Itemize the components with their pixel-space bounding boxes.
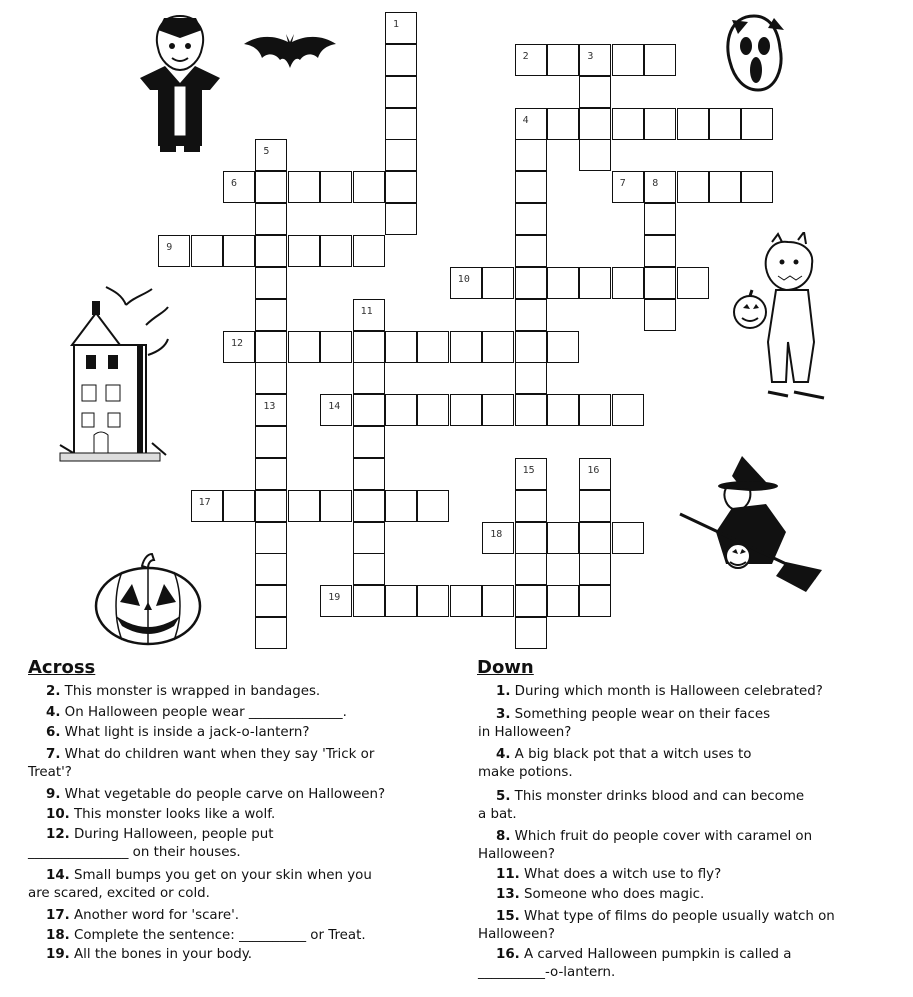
across-clue: [46, 826, 274, 843]
grid-cell[interactable]: [741, 108, 773, 140]
grid-cell[interactable]: [579, 267, 611, 299]
clue-number: 15.: [496, 909, 520, 924]
grid-cell[interactable]: [515, 299, 547, 331]
grid-cell[interactable]: [547, 522, 579, 554]
grid-number: 11: [360, 305, 373, 317]
grid-cell[interactable]: [515, 522, 547, 554]
across-clue: [46, 946, 252, 963]
grid-cell[interactable]: [579, 522, 611, 554]
grid-cell[interactable]: [255, 235, 287, 267]
grid-cell[interactable]: [353, 458, 385, 490]
grid-cell[interactable]: [223, 235, 255, 267]
clue-number: 7.: [46, 747, 61, 762]
grid-cell[interactable]: [385, 171, 417, 203]
grid-cell[interactable]: [644, 267, 676, 299]
clue-number: 16.: [496, 947, 520, 962]
grid-cell[interactable]: [255, 490, 287, 522]
clue-number: 18.: [46, 928, 70, 943]
grid-cell[interactable]: [644, 235, 676, 267]
down-clue: [496, 946, 791, 963]
across-clue: [46, 704, 347, 721]
grid-cell[interactable]: [741, 171, 773, 203]
down-clue: [496, 706, 770, 723]
grid-cell[interactable]: [709, 171, 741, 203]
grid-cell[interactable]: [353, 553, 385, 585]
clue-text: in Halloween?: [478, 725, 572, 740]
clue-text: This monster looks like a wolf.: [74, 807, 276, 822]
grid-cell[interactable]: [223, 490, 255, 522]
grid-cell[interactable]: [385, 44, 417, 76]
clue-number: 14.: [46, 868, 70, 883]
down-clue: [496, 788, 804, 805]
grid-cell[interactable]: [353, 585, 385, 617]
grid-cell[interactable]: [288, 235, 320, 267]
grid-cell[interactable]: [709, 108, 741, 140]
grid-number: 18: [490, 528, 503, 540]
grid-cell[interactable]: [353, 171, 385, 203]
grid-cell[interactable]: [612, 108, 644, 140]
vampire-illustration: [130, 8, 230, 158]
down-clue: [496, 886, 704, 903]
grid-cell[interactable]: [579, 44, 611, 76]
grid-cell[interactable]: [288, 171, 320, 203]
grid-cell[interactable]: [579, 490, 611, 522]
haunted-house-illustration: [56, 285, 171, 465]
grid-cell[interactable]: [417, 394, 449, 426]
clue-number: 11.: [496, 867, 520, 882]
grid-cell[interactable]: [515, 108, 547, 140]
down-heading: Down: [477, 657, 534, 678]
grid-cell[interactable]: [255, 617, 287, 649]
grid-cell[interactable]: [677, 108, 709, 140]
clue-text: What type of films do people usually watch on: [524, 909, 835, 924]
down-clue: [478, 846, 555, 863]
grid-cell[interactable]: [385, 490, 417, 522]
down-clue: [478, 926, 555, 943]
down-clue: [478, 724, 571, 741]
grid-cell[interactable]: [547, 331, 579, 363]
grid-cell[interactable]: [515, 553, 547, 585]
grid-cell[interactable]: [255, 426, 287, 458]
grid-cell[interactable]: [612, 171, 644, 203]
grid-number: 9: [166, 241, 173, 253]
grid-number: 16: [587, 464, 600, 476]
down-clue: [496, 746, 751, 763]
grid-cell[interactable]: [644, 203, 676, 235]
grid-cell[interactable]: [482, 267, 514, 299]
across-clue: [46, 806, 275, 823]
grid-cell[interactable]: [644, 171, 676, 203]
grid-number: 17: [198, 496, 211, 508]
grid-cell[interactable]: [288, 490, 320, 522]
grid-cell[interactable]: [320, 331, 352, 363]
across-clue: [46, 683, 320, 700]
clue-text: are scared, excited or cold.: [28, 886, 210, 901]
grid-cell[interactable]: [579, 585, 611, 617]
grid-number: 19: [328, 592, 341, 604]
grid-cell[interactable]: [223, 171, 255, 203]
grid-cell[interactable]: [320, 171, 352, 203]
grid-cell[interactable]: [547, 108, 579, 140]
down-clue: [496, 866, 721, 883]
grid-cell[interactable]: [482, 394, 514, 426]
clue-text: Small bumps you get on your skin when you: [74, 868, 372, 883]
down-clue: [478, 764, 573, 781]
grid-cell[interactable]: [353, 522, 385, 554]
grid-cell[interactable]: [515, 617, 547, 649]
down-clue: [496, 908, 835, 925]
grid-cell[interactable]: [255, 203, 287, 235]
grid-cell[interactable]: [677, 267, 709, 299]
grid-number: 13: [263, 401, 276, 413]
grid-cell[interactable]: [385, 76, 417, 108]
clue-text: Treat'?: [28, 765, 72, 780]
clue-text: Complete the sentence: __________ or Treat.: [74, 928, 366, 943]
clue-number: 17.: [46, 908, 70, 923]
grid-cell[interactable]: [547, 394, 579, 426]
clue-number: 8.: [496, 829, 511, 844]
clue-number: 4.: [46, 705, 61, 720]
across-clue: [46, 746, 374, 763]
grid-cell[interactable]: [547, 44, 579, 76]
grid-cell[interactable]: [612, 394, 644, 426]
down-clue: [496, 828, 812, 845]
grid-cell[interactable]: [255, 267, 287, 299]
grid-number: 8: [652, 178, 659, 190]
clue-number: 12.: [46, 827, 70, 842]
grid-cell[interactable]: [644, 299, 676, 331]
clue-text: Halloween?: [478, 927, 555, 942]
jack-o-lantern-illustration: [92, 552, 204, 648]
clue-number: 9.: [46, 787, 61, 802]
clue-text: On Halloween people wear ______________.: [64, 705, 347, 720]
grid-cell[interactable]: [353, 394, 385, 426]
grid-cell[interactable]: [579, 76, 611, 108]
clue-text: All the bones in your body.: [74, 947, 253, 962]
grid-cell[interactable]: [191, 235, 223, 267]
grid-cell[interactable]: [612, 522, 644, 554]
grid-cell[interactable]: [385, 203, 417, 235]
grid-cell[interactable]: [255, 331, 287, 363]
clue-text: __________-o-lantern.: [478, 965, 616, 980]
grid-cell[interactable]: [515, 139, 547, 171]
clue-number: 10.: [46, 807, 70, 822]
grid-cell[interactable]: [515, 490, 547, 522]
grid-cell[interactable]: [515, 235, 547, 267]
grid-cell[interactable]: [515, 394, 547, 426]
grid-cell[interactable]: [644, 108, 676, 140]
grid-cell[interactable]: [353, 426, 385, 458]
down-clue: [478, 964, 615, 981]
clue-number: 6.: [46, 725, 61, 740]
grid-cell[interactable]: [353, 490, 385, 522]
grid-cell[interactable]: [255, 362, 287, 394]
grid-cell[interactable]: [579, 394, 611, 426]
grid-cell[interactable]: [385, 331, 417, 363]
bat-illustration: [242, 28, 338, 72]
clue-text: This monster drinks blood and can become: [514, 789, 805, 804]
grid-cell[interactable]: [353, 331, 385, 363]
grid-cell[interactable]: [385, 585, 417, 617]
werewolf-illustration: [728, 232, 840, 404]
clue-text: a bat.: [478, 807, 517, 822]
across-clue: [28, 844, 241, 861]
clue-number: 5.: [496, 789, 511, 804]
clue-number: 2.: [46, 684, 61, 699]
grid-cell[interactable]: [255, 522, 287, 554]
grid-number: 15: [522, 464, 535, 476]
grid-cell[interactable]: [450, 331, 482, 363]
grid-cell[interactable]: [450, 585, 482, 617]
grid-cell[interactable]: [255, 458, 287, 490]
grid-number: 4: [522, 114, 529, 126]
grid-cell[interactable]: [353, 362, 385, 394]
grid-cell[interactable]: [677, 171, 709, 203]
clue-text: Which fruit do people cover with caramel on: [514, 829, 813, 844]
grid-number: 2: [522, 50, 529, 62]
grid-cell[interactable]: [515, 44, 547, 76]
clue-number: 19.: [46, 947, 70, 962]
clue-number: 4.: [496, 747, 511, 762]
grid-cell[interactable]: [385, 108, 417, 140]
down-clue: [478, 806, 517, 823]
grid-cell[interactable]: [417, 331, 449, 363]
across-clue: [46, 927, 366, 944]
across-clue: [46, 724, 310, 741]
grid-number: 12: [231, 337, 244, 349]
grid-cell[interactable]: [482, 331, 514, 363]
clue-text: What do children want when they say 'Trick or: [64, 747, 375, 762]
grid-cell[interactable]: [255, 585, 287, 617]
clue-number: 3.: [496, 707, 511, 722]
clue-text: Another word for 'scare'.: [74, 908, 240, 923]
grid-number: 1: [393, 19, 400, 30]
clue-text: A big black pot that a witch uses to: [514, 747, 752, 762]
grid-cell[interactable]: [547, 267, 579, 299]
clue-text: This monster is wrapped in bandages.: [64, 684, 321, 699]
grid-cell[interactable]: [288, 331, 320, 363]
clue-text: What light is inside a jack-o-lantern?: [64, 725, 310, 740]
grid-cell[interactable]: [579, 139, 611, 171]
clue-number: 1.: [496, 684, 511, 699]
across-heading: Across: [28, 657, 96, 678]
clue-text: Someone who does magic.: [524, 887, 705, 902]
clue-text: During Halloween, people put: [74, 827, 274, 842]
grid-cell[interactable]: [579, 553, 611, 585]
across-clue: [46, 867, 372, 884]
grid-cell[interactable]: [515, 267, 547, 299]
grid-cell[interactable]: [255, 139, 287, 171]
grid-cell[interactable]: [417, 490, 449, 522]
grid-cell[interactable]: [612, 44, 644, 76]
clue-text: What does a witch use to fly?: [524, 867, 722, 882]
across-clue: [28, 764, 72, 781]
witch-illustration: [676, 452, 826, 602]
grid-number: 14: [328, 401, 341, 413]
grid-cell[interactable]: [482, 585, 514, 617]
grid-number: 7: [619, 178, 626, 190]
grid-cell[interactable]: [255, 553, 287, 585]
grid-cell[interactable]: [612, 267, 644, 299]
grid-cell[interactable]: [353, 235, 385, 267]
grid-cell[interactable]: [644, 44, 676, 76]
across-clue: [46, 907, 239, 924]
grid-cell[interactable]: [320, 235, 352, 267]
grid-cell[interactable]: [255, 299, 287, 331]
grid-cell[interactable]: [417, 585, 449, 617]
grid-cell[interactable]: [385, 12, 417, 44]
grid-number: 6: [231, 178, 238, 190]
clue-text: make potions.: [478, 765, 573, 780]
grid-cell[interactable]: [515, 362, 547, 394]
clue-text: A carved Halloween pumpkin is called a: [524, 947, 792, 962]
clue-number: 13.: [496, 887, 520, 902]
grid-cell[interactable]: [385, 394, 417, 426]
clue-text: What vegetable do people carve on Halloween?: [64, 787, 386, 802]
across-clue: [28, 885, 210, 902]
ghost-mask-illustration: [718, 12, 790, 94]
clue-text: _______________ on their houses.: [28, 845, 241, 860]
clue-text: Halloween?: [478, 847, 555, 862]
grid-cell[interactable]: [158, 235, 190, 267]
grid-number: 10: [457, 273, 470, 285]
grid-cell[interactable]: [450, 394, 482, 426]
clue-text: During which month is Halloween celebrated?: [514, 684, 823, 699]
grid-cell[interactable]: [515, 203, 547, 235]
grid-cell[interactable]: [515, 171, 547, 203]
grid-cell[interactable]: [515, 331, 547, 363]
grid-number: 3: [587, 50, 594, 62]
clue-text: Something people wear on their faces: [514, 707, 771, 722]
grid-cell[interactable]: [579, 108, 611, 140]
grid-cell[interactable]: [320, 490, 352, 522]
grid-number: 5: [263, 146, 270, 158]
grid-cell[interactable]: [515, 585, 547, 617]
down-clue: [496, 683, 823, 700]
across-clue: [46, 786, 385, 803]
grid-cell[interactable]: [255, 171, 287, 203]
grid-cell[interactable]: [385, 139, 417, 171]
grid-cell[interactable]: [547, 585, 579, 617]
